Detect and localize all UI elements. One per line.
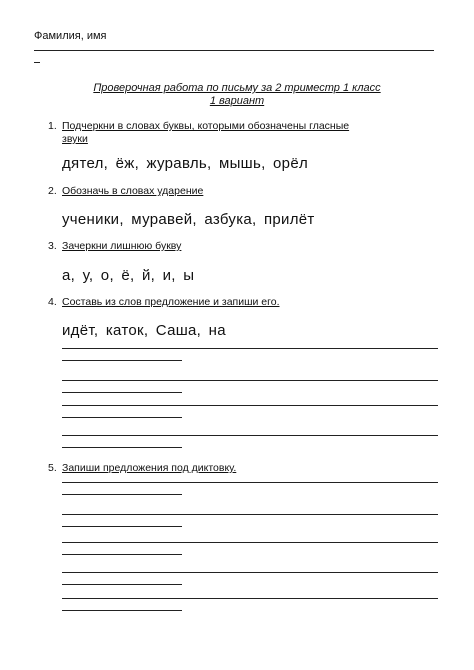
answer-line[interactable] [62,514,438,515]
answer-line[interactable] [62,435,438,436]
answer-line[interactable] [62,348,438,349]
answer-line[interactable] [62,482,438,483]
answer-line-short[interactable] [62,447,182,448]
answer-line-short[interactable] [62,610,182,611]
task-1-number: 1. [48,120,57,132]
answer-line-short[interactable] [62,584,182,585]
answer-line-short[interactable] [62,526,182,527]
task-3-words: а, у, о, ё, й, и, ы [62,267,195,284]
task-5-instruction [48,462,236,474]
worksheet-title: Проверочная работа по письму за 2 триместр 1 класс [93,82,381,94]
task-2-instruction [48,185,203,197]
task-4-instruction [48,296,280,308]
task-2-number: 2. [48,185,57,197]
answer-line[interactable] [62,542,438,543]
task-2-words: ученики, муравей, азбука, прилёт [62,211,315,228]
task-1-text-continued: звуки [62,133,88,145]
task-2-text: Обозначь в словах ударение [62,185,204,197]
answer-line-short[interactable] [62,554,182,555]
answer-line[interactable] [62,380,438,381]
task-1-text: Подчеркни в словах буквы, которыми обозначены гласные [62,120,350,132]
answer-line-short[interactable] [62,392,182,393]
task-4-words: идёт, каток, Саша, на [62,322,226,339]
task-5-number: 5. [48,462,57,474]
task-3-number: 3. [48,240,57,252]
answer-line[interactable] [62,572,438,573]
name-label: Фамилия, имя [34,30,107,42]
task-3-text: Зачеркни лишнюю букву [62,240,182,252]
name-write-line[interactable] [34,50,434,51]
task-1-instruction [48,120,349,132]
task-4-number: 4. [48,296,57,308]
task-3-instruction [48,240,181,252]
answer-line-short[interactable] [62,417,182,418]
task-5-text: Запиши предложения под диктовку. [62,462,237,474]
name-line-dash [34,62,40,63]
worksheet-variant: 1 вариант [209,95,265,107]
answer-line[interactable] [62,598,438,599]
answer-line[interactable] [62,405,438,406]
task-1-words: дятел, ёж, журавль, мышь, орёл [62,155,309,172]
answer-line-short[interactable] [62,360,182,361]
task-4-text: Составь из слов предложение и запиши его. [62,296,280,308]
answer-line-short[interactable] [62,494,182,495]
